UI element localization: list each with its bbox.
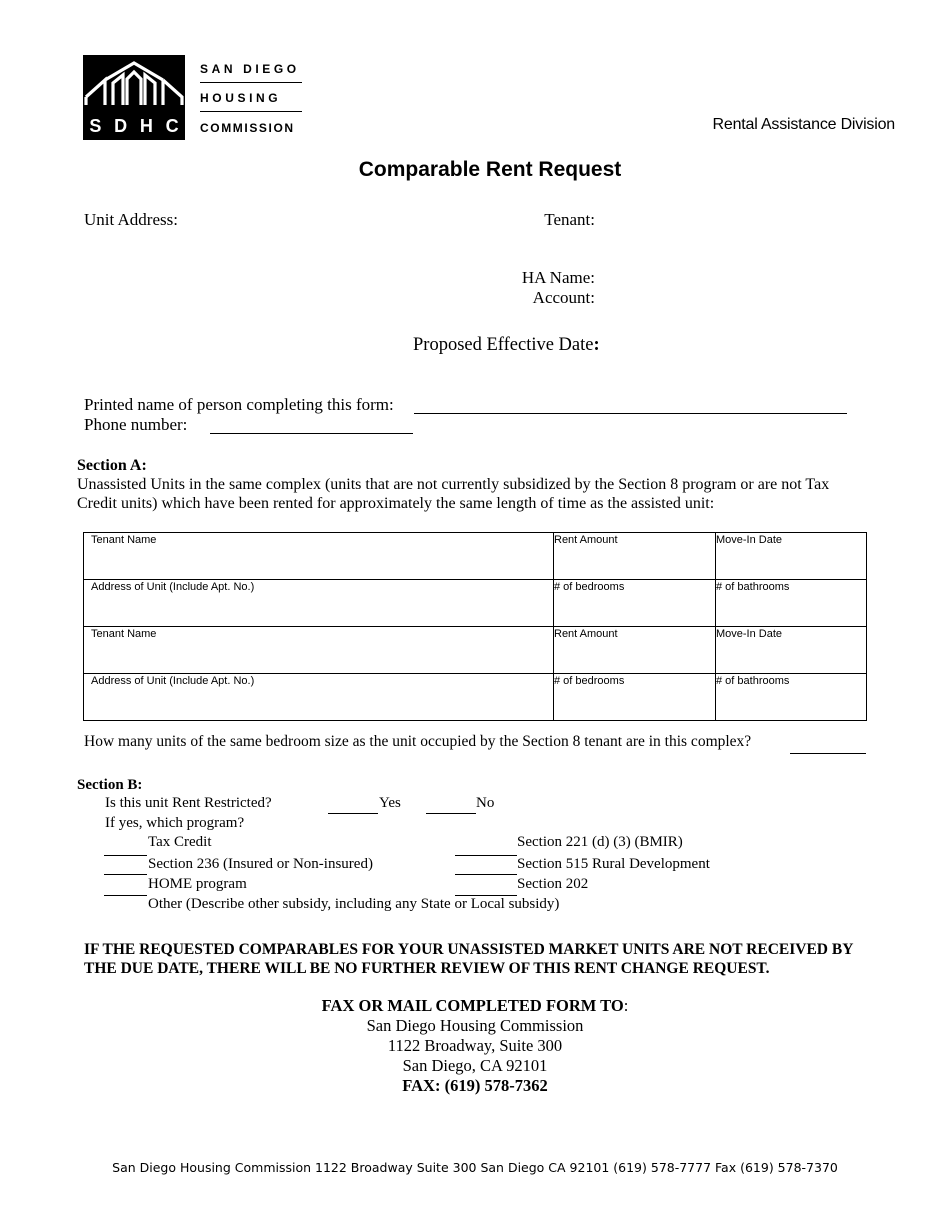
logo-letter: S bbox=[89, 115, 102, 136]
page-title: Comparable Rent Request bbox=[358, 158, 622, 181]
program-tax-credit: Tax Credit bbox=[148, 834, 212, 850]
table-cell[interactable]: Rent Amount bbox=[554, 627, 716, 674]
printed-name-label: Printed name of person completing this form: bbox=[84, 395, 394, 414]
sdhc-logo bbox=[83, 55, 185, 140]
due-date-notice: IF THE REQUESTED COMPARABLES FOR YOUR UNASSISTED MARKET UNITS ARE NOT RECEIVED BY THE DUE DATE, THERE WILL BE NO FURTHER REVIEW OF THIS RENT CHANGE REQUEST. bbox=[84, 941, 853, 977]
tenant-label: Tenant: bbox=[544, 210, 595, 229]
units-count-line[interactable] bbox=[790, 753, 866, 754]
account-label: Account: bbox=[532, 288, 595, 307]
table-row bbox=[84, 533, 867, 580]
table-cell[interactable]: # of bathrooms bbox=[716, 580, 867, 627]
division-name: Rental Assistance Division bbox=[712, 116, 895, 133]
program-section-515: Section 515 Rural Development bbox=[517, 856, 710, 872]
mail-heading-text: FAX OR MAIL COMPLETED FORM TO bbox=[321, 996, 624, 1015]
ha-name-label: HA Name: bbox=[521, 268, 595, 287]
logo-word-san-diego: SAN DIEGO bbox=[200, 62, 300, 76]
table-row bbox=[84, 674, 867, 721]
mail-heading-colon: : bbox=[623, 996, 629, 1015]
table-cell[interactable]: Tenant Name bbox=[84, 533, 554, 580]
table-cell[interactable]: Rent Amount bbox=[554, 533, 716, 580]
table-row bbox=[84, 627, 867, 674]
table-cell[interactable]: Address of Unit (Include Apt. No.) bbox=[84, 580, 554, 627]
page-footer: San Diego Housing Commission 1122 Broadway Suite 300 San Diego CA 92101 (619) 578-7777 Fax (619) 578-7370 bbox=[112, 1160, 838, 1175]
program-line[interactable] bbox=[455, 855, 517, 856]
logo-word-commission: COMMISSION bbox=[200, 121, 295, 135]
table-cell[interactable]: Move-In Date bbox=[716, 627, 867, 674]
no-label: No bbox=[476, 795, 495, 811]
proposed-date-text: Proposed Effective Date bbox=[413, 335, 594, 355]
logo-rule bbox=[200, 111, 302, 112]
phone-line[interactable] bbox=[210, 433, 413, 434]
section-a-description: Unassisted Units in the same complex (units that are not currently subsidized by the Section 8 program or are not Tax Credit units) which have been rented for approximately the same length of time as the assisted unit: bbox=[77, 476, 830, 512]
table-cell[interactable]: # of bathrooms bbox=[716, 674, 867, 721]
program-section-202: Section 202 bbox=[517, 876, 589, 892]
program-line[interactable] bbox=[104, 874, 147, 875]
proposed-date-colon: : bbox=[593, 335, 600, 355]
program-other: Other (Describe other subsidy, including any State or Local subsidy) bbox=[148, 896, 560, 912]
logo-letter: H bbox=[139, 115, 153, 136]
no-line[interactable] bbox=[426, 813, 476, 814]
logo-letter: C bbox=[165, 115, 179, 136]
table-cell[interactable]: Move-In Date bbox=[716, 533, 867, 580]
section-b-heading: Section B: bbox=[77, 777, 143, 793]
proposed-date-label bbox=[413, 335, 600, 356]
section-a-heading: Section A: bbox=[77, 457, 147, 474]
table-cell[interactable]: Tenant Name bbox=[84, 627, 554, 674]
program-section-221: Section 221 (d) (3) (BMIR) bbox=[517, 834, 683, 850]
mail-city: San Diego, CA 92101 bbox=[402, 1056, 548, 1075]
program-line[interactable] bbox=[455, 874, 517, 875]
program-section-236: Section 236 (Insured or Non-insured) bbox=[148, 856, 373, 872]
phone-label: Phone number: bbox=[84, 415, 188, 434]
program-line[interactable] bbox=[455, 895, 517, 896]
program-question: If yes, which program? bbox=[105, 815, 245, 831]
logo-word-housing: HOUSING bbox=[200, 91, 282, 105]
mail-fax: FAX: (619) 578-7362 bbox=[402, 1076, 548, 1095]
mail-org: San Diego Housing Commission bbox=[366, 1016, 584, 1035]
program-line[interactable] bbox=[104, 895, 147, 896]
program-line[interactable] bbox=[104, 855, 147, 856]
yes-line[interactable] bbox=[328, 813, 378, 814]
comparables-table bbox=[83, 532, 867, 721]
mail-street: 1122 Broadway, Suite 300 bbox=[387, 1036, 563, 1055]
table-cell[interactable]: # of bedrooms bbox=[554, 580, 716, 627]
logo-letter: D bbox=[114, 115, 128, 136]
program-home: HOME program bbox=[148, 876, 247, 892]
mail-heading bbox=[0, 996, 950, 1016]
table-row bbox=[84, 580, 867, 627]
unit-address-label: Unit Address: bbox=[84, 210, 178, 229]
printed-name-line[interactable] bbox=[414, 413, 847, 414]
yes-label: Yes bbox=[379, 795, 401, 811]
units-question: How many units of the same bedroom size as the unit occupied by the Section 8 tenant are in this complex? bbox=[84, 733, 752, 750]
houses-icon bbox=[83, 55, 185, 113]
rent-restricted-question: Is this unit Rent Restricted? bbox=[105, 795, 272, 811]
table-cell[interactable]: Address of Unit (Include Apt. No.) bbox=[84, 674, 554, 721]
logo-rule bbox=[200, 82, 302, 83]
table-cell[interactable]: # of bedrooms bbox=[554, 674, 716, 721]
